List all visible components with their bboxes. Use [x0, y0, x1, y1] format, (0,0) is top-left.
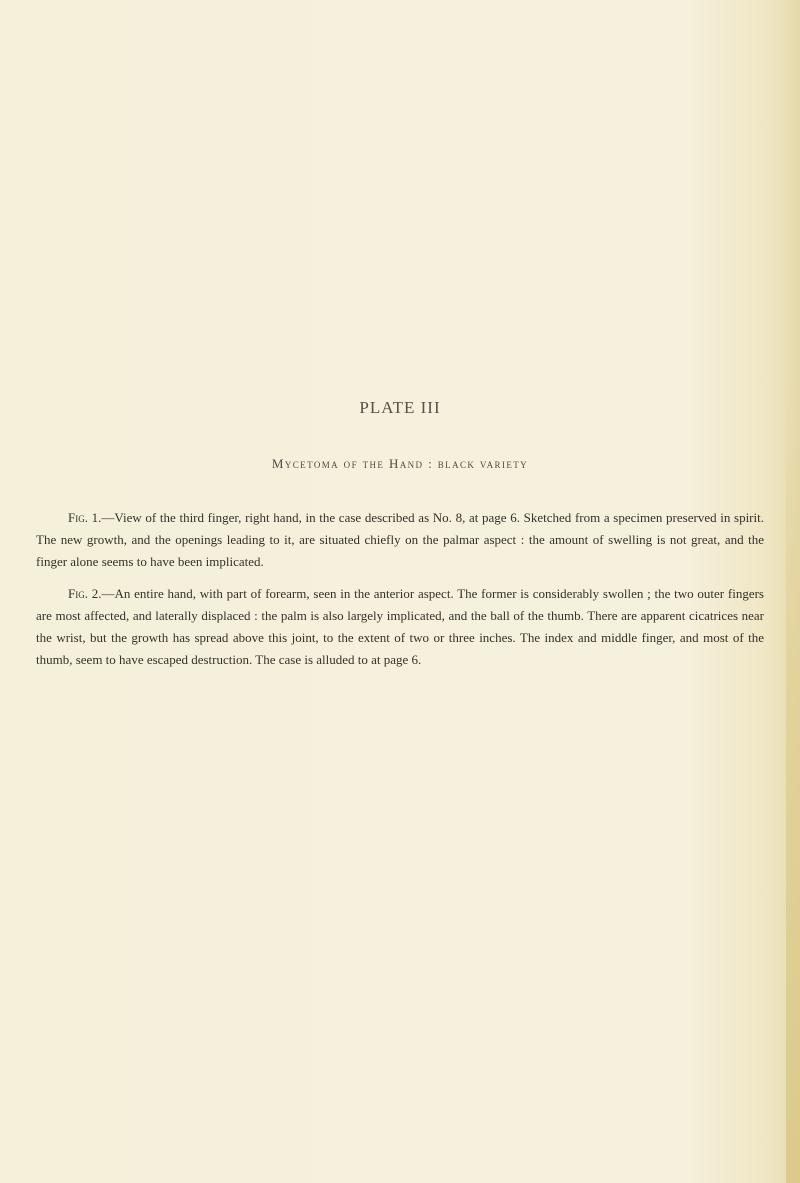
page-edge-stain	[786, 380, 800, 1183]
figure-1-caption	[36, 507, 764, 573]
figure-1-label: Fig. 1.	[68, 510, 102, 525]
figure-2-label: Fig. 2.	[68, 586, 102, 601]
figure-1-text: —View of the third finger, right hand, in the case described as No. 8, at page 6. Sketched from a specimen preserved in spirit. The new growth, and the openings leading to it, are situated chiefly on the palmar aspect : the amount of swelling is not great, and the finger alone seems to have been implicated.	[36, 510, 764, 569]
plate-title: PLATE III	[359, 398, 441, 417]
plate-subtitle: Mycetoma of the Hand : black variety	[271, 456, 529, 471]
figure-2-text: —An entire hand, with part of forearm, seen in the anterior aspect. The former is considerably swollen ; the two outer fingers are most affected, and laterally displaced : the palm is also largely implicated, and the ball of the thumb. There are apparent cicatrices near the wrist, but the growth has spread above this joint, to the extent of two or three inches. The index and middle finger, and most of the thumb, seem to have escaped destruction. The case is alluded to at page 6.	[36, 586, 764, 667]
figure-2-caption	[36, 583, 764, 671]
